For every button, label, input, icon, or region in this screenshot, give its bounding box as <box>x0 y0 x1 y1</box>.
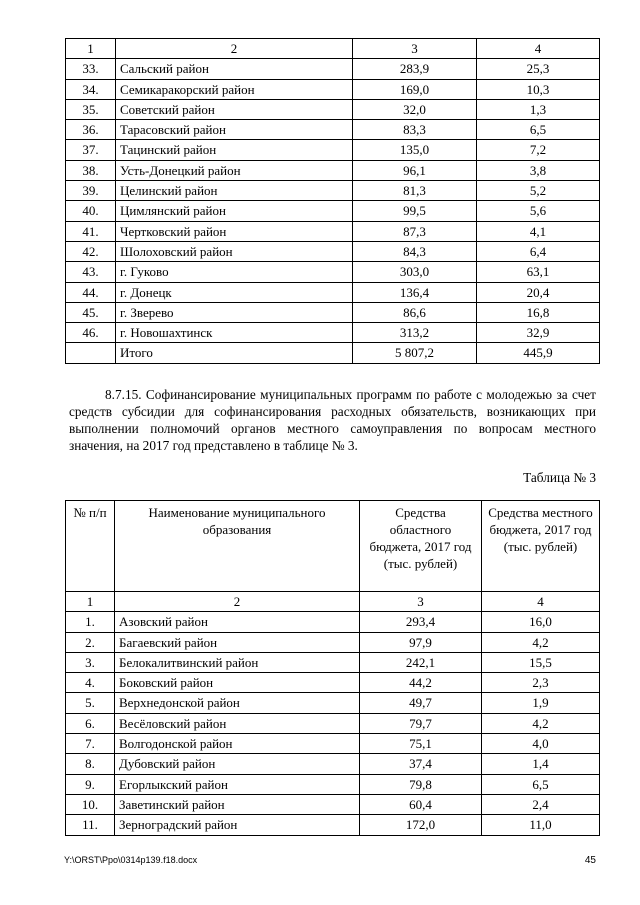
local-budget-value: 16,0 <box>482 612 600 632</box>
local-budget-value: 4,0 <box>482 734 600 754</box>
footer-file-path: Y:\ORST\Ppo\0314p139.f18.docx <box>64 855 198 865</box>
regional-budget-value: 81,3 <box>353 181 477 201</box>
row-number: 4. <box>66 673 115 693</box>
regional-budget-value: 83,3 <box>353 120 477 140</box>
row-number: 44. <box>66 282 116 302</box>
municipality-name: Волгодонской район <box>115 734 360 754</box>
row-number: 1. <box>66 612 115 632</box>
row-number: 3. <box>66 652 115 672</box>
regional-budget-value: 283,9 <box>353 59 477 79</box>
table-row <box>66 302 600 322</box>
municipality-name: Азовский район <box>115 612 360 632</box>
regional-budget-value: 313,2 <box>353 323 477 343</box>
table-row <box>66 79 600 99</box>
local-budget-value: 25,3 <box>477 59 600 79</box>
municipality-name: Заветинский район <box>115 794 360 814</box>
municipality-name: Советский район <box>116 99 353 119</box>
table-row <box>66 774 600 794</box>
regional-budget-value: 32,0 <box>353 99 477 119</box>
header-num: № п/п <box>66 501 115 592</box>
table-row <box>66 754 600 774</box>
local-budget-value: 10,3 <box>477 79 600 99</box>
col-number: 1 <box>66 39 116 59</box>
row-number: 10. <box>66 794 115 814</box>
local-budget-value: 20,4 <box>477 282 600 302</box>
table-row <box>66 160 600 180</box>
local-budget-value: 32,9 <box>477 323 600 343</box>
page-number: 45 <box>584 855 596 866</box>
header-name: Наименование муниципального образования <box>115 501 360 592</box>
col-number: 2 <box>115 592 360 612</box>
table-row <box>66 282 600 302</box>
table-row <box>66 120 600 140</box>
row-number: 33. <box>66 59 116 79</box>
table-3-header <box>66 501 600 592</box>
table-row <box>66 632 600 652</box>
regional-budget-value: 84,3 <box>353 241 477 261</box>
local-budget-value: 2,4 <box>482 794 600 814</box>
municipality-name: Тарасовский район <box>116 120 353 140</box>
municipality-name: Сальский район <box>116 59 353 79</box>
table-row <box>66 815 600 835</box>
municipality-name: Целинский район <box>116 181 353 201</box>
table-caption: Таблица № 3 <box>523 470 596 485</box>
local-budget-value: 4,2 <box>482 713 600 733</box>
table-row <box>66 673 600 693</box>
local-budget-value: 2,3 <box>482 673 600 693</box>
municipality-name: Усть-Донецкий район <box>116 160 353 180</box>
paragraph-text: 8.7.15. Софинансирование муниципальных программ по работе с молодежью за счет средств субсидии для софинансирования расходных обязательств, возникающих при выполнении полномочий органов местного самоуправления по вопросам местного значения, на 2017 год представлено в таблице № 3. <box>69 387 596 453</box>
total-empty-cell <box>66 343 116 363</box>
table-row <box>66 99 600 119</box>
row-number: 36. <box>66 120 116 140</box>
col-number: 4 <box>482 592 600 612</box>
paragraph-8-7-15 <box>69 386 596 454</box>
total-row <box>66 343 600 363</box>
row-number: 9. <box>66 774 115 794</box>
header-regional: Средства областного бюджета, 2017 год (тыс. рублей) <box>360 501 482 592</box>
total-regional: 5 807,2 <box>353 343 477 363</box>
municipality-name: г. Гуково <box>116 262 353 282</box>
table-row <box>66 201 600 221</box>
regional-budget-value: 99,5 <box>353 201 477 221</box>
table-row <box>66 140 600 160</box>
regional-budget-value: 242,1 <box>360 652 482 672</box>
municipality-name: Тацинский район <box>116 140 353 160</box>
municipality-name: Дубовский район <box>115 754 360 774</box>
header-local: Средства местного бюджета, 2017 год (тыс. рублей) <box>482 501 600 592</box>
row-number: 37. <box>66 140 116 160</box>
row-number: 11. <box>66 815 115 835</box>
municipality-name: Семикаракорский район <box>116 79 353 99</box>
local-budget-value: 1,9 <box>482 693 600 713</box>
table-1-column-numbers <box>66 39 600 59</box>
municipality-name: Весёловский район <box>115 713 360 733</box>
local-budget-value: 15,5 <box>482 652 600 672</box>
regional-budget-value: 75,1 <box>360 734 482 754</box>
col-number: 3 <box>360 592 482 612</box>
table-row <box>66 262 600 282</box>
col-number: 2 <box>116 39 353 59</box>
municipality-name: Чертковский район <box>116 221 353 241</box>
municipality-name: Верхнедонской район <box>115 693 360 713</box>
local-budget-value: 63,1 <box>477 262 600 282</box>
local-budget-value: 7,2 <box>477 140 600 160</box>
municipality-name: г. Донецк <box>116 282 353 302</box>
table-row <box>66 241 600 261</box>
regional-budget-value: 303,0 <box>353 262 477 282</box>
regional-budget-value: 293,4 <box>360 612 482 632</box>
row-number: 39. <box>66 181 116 201</box>
local-budget-value: 1,4 <box>482 754 600 774</box>
table-row <box>66 652 600 672</box>
table-row <box>66 713 600 733</box>
table-1 <box>65 38 600 364</box>
municipality-name: Зерноградский район <box>115 815 360 835</box>
municipality-name: Боковский район <box>115 673 360 693</box>
regional-budget-value: 60,4 <box>360 794 482 814</box>
row-number: 8. <box>66 754 115 774</box>
municipality-name: Цимлянский район <box>116 201 353 221</box>
total-label: Итого <box>116 343 353 363</box>
regional-budget-value: 79,8 <box>360 774 482 794</box>
table-row <box>66 181 600 201</box>
row-number: 43. <box>66 262 116 282</box>
local-budget-value: 5,6 <box>477 201 600 221</box>
regional-budget-value: 172,0 <box>360 815 482 835</box>
table-row <box>66 693 600 713</box>
local-budget-value: 11,0 <box>482 815 600 835</box>
row-number: 38. <box>66 160 116 180</box>
row-number: 42. <box>66 241 116 261</box>
regional-budget-value: 44,2 <box>360 673 482 693</box>
regional-budget-value: 49,7 <box>360 693 482 713</box>
municipality-name: Багаевский район <box>115 632 360 652</box>
regional-budget-value: 169,0 <box>353 79 477 99</box>
regional-budget-value: 79,7 <box>360 713 482 733</box>
row-number: 6. <box>66 713 115 733</box>
local-budget-value: 5,2 <box>477 181 600 201</box>
table-row <box>66 612 600 632</box>
local-budget-value: 16,8 <box>477 302 600 322</box>
regional-budget-value: 87,3 <box>353 221 477 241</box>
total-local: 445,9 <box>477 343 600 363</box>
row-number: 7. <box>66 734 115 754</box>
regional-budget-value: 135,0 <box>353 140 477 160</box>
municipality-name: г. Новошахтинск <box>116 323 353 343</box>
row-number: 34. <box>66 79 116 99</box>
table-row <box>66 221 600 241</box>
regional-budget-value: 136,4 <box>353 282 477 302</box>
col-number: 4 <box>477 39 600 59</box>
regional-budget-value: 86,6 <box>353 302 477 322</box>
col-number: 3 <box>353 39 477 59</box>
row-number: 45. <box>66 302 116 322</box>
table-row <box>66 734 600 754</box>
local-budget-value: 6,4 <box>477 241 600 261</box>
row-number: 5. <box>66 693 115 713</box>
local-budget-value: 1,3 <box>477 99 600 119</box>
row-number: 40. <box>66 201 116 221</box>
table-3-column-numbers <box>66 592 600 612</box>
row-number: 35. <box>66 99 116 119</box>
municipality-name: г. Зверево <box>116 302 353 322</box>
table-3 <box>65 500 600 836</box>
local-budget-value: 6,5 <box>482 774 600 794</box>
regional-budget-value: 37,4 <box>360 754 482 774</box>
row-number: 46. <box>66 323 116 343</box>
municipality-name: Белокалитвинский район <box>115 652 360 672</box>
col-number: 1 <box>66 592 115 612</box>
table-row <box>66 794 600 814</box>
row-number: 41. <box>66 221 116 241</box>
municipality-name: Егорлыкский район <box>115 774 360 794</box>
table-row <box>66 323 600 343</box>
local-budget-value: 4,2 <box>482 632 600 652</box>
row-number: 2. <box>66 632 115 652</box>
regional-budget-value: 97,9 <box>360 632 482 652</box>
table-row <box>66 59 600 79</box>
local-budget-value: 4,1 <box>477 221 600 241</box>
municipality-name: Шолоховский район <box>116 241 353 261</box>
regional-budget-value: 96,1 <box>353 160 477 180</box>
local-budget-value: 6,5 <box>477 120 600 140</box>
local-budget-value: 3,8 <box>477 160 600 180</box>
